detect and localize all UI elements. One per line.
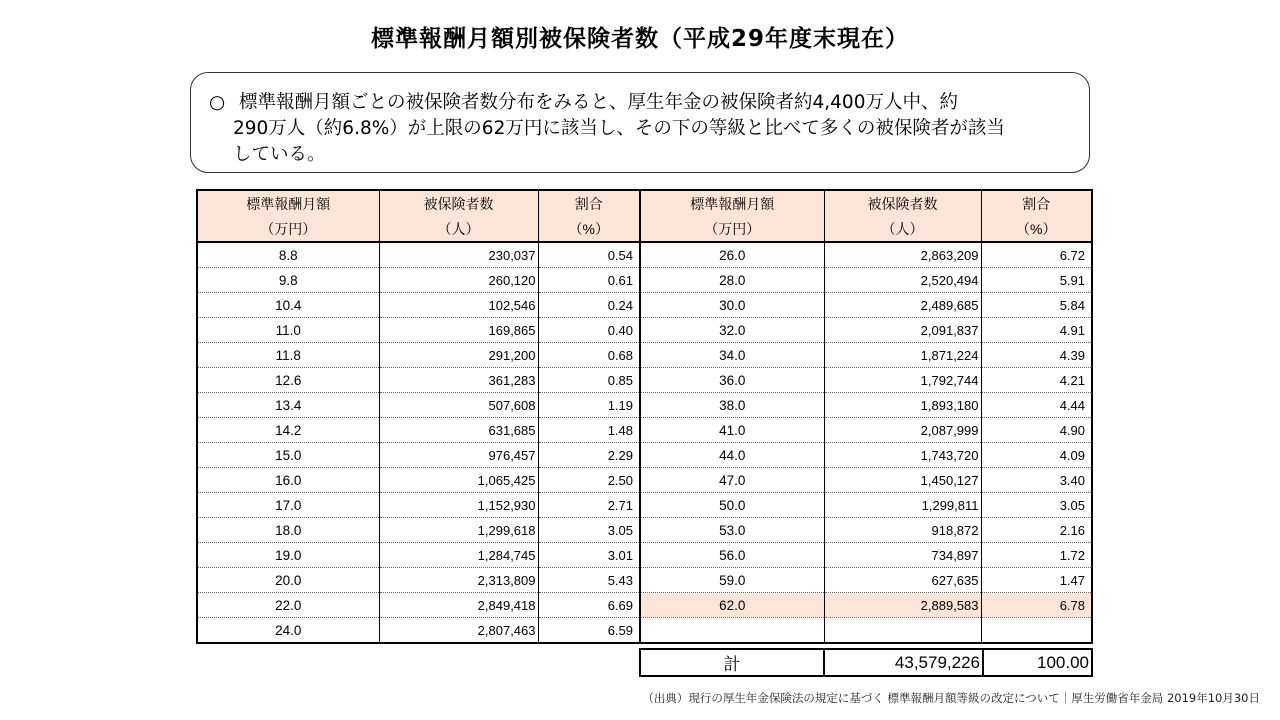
cell-amount: 15.0 <box>197 443 379 468</box>
cell-amount: 11.8 <box>197 343 379 368</box>
cell-amount: 50.0 <box>640 493 824 518</box>
cell-ratio: 1.48 <box>538 418 640 443</box>
cell-ratio: 3.40 <box>981 468 1092 493</box>
cell-amount: 19.0 <box>197 543 379 568</box>
cell-count <box>824 618 981 644</box>
cell-ratio: 1.19 <box>538 393 640 418</box>
table-row <box>197 468 640 493</box>
cell-amount: 26.0 <box>640 242 824 268</box>
cell-ratio: 6.72 <box>981 242 1092 268</box>
cell-count: 1,792,744 <box>824 368 981 393</box>
header-amount-unit: （万円） <box>197 216 379 242</box>
cell-count: 2,863,209 <box>824 242 981 268</box>
cell-ratio: 0.68 <box>538 343 640 368</box>
cell-count: 1,871,224 <box>824 343 981 368</box>
callout-line-3: している。 <box>233 144 326 165</box>
table-row <box>640 568 1092 593</box>
cell-amount: 18.0 <box>197 518 379 543</box>
table-row <box>197 568 640 593</box>
total-row-table <box>639 648 1093 677</box>
table-row <box>197 618 640 644</box>
source-citation: （出典）現行の厚生年金保険法の規定に基づく 標準報酬月額等級の改定について｜厚生労働省年金局 2019年10月30日 <box>642 691 1260 705</box>
right-table-body <box>640 242 1092 643</box>
callout-line-2: 290万人（約6.8%）が上限の62万円に該当し、その下の等級と比べて多くの被保険者が該当 <box>233 118 1005 139</box>
table-row <box>640 543 1092 568</box>
cell-ratio: 4.09 <box>981 443 1092 468</box>
bullet-circle-icon: ○ <box>209 92 226 113</box>
cell-ratio: 5.91 <box>981 268 1092 293</box>
cell-count: 631,685 <box>379 418 538 443</box>
cell-amount: 28.0 <box>640 268 824 293</box>
cell-amount: 53.0 <box>640 518 824 543</box>
cell-count: 976,457 <box>379 443 538 468</box>
table-row <box>640 593 1092 618</box>
cell-count: 2,849,418 <box>379 593 538 618</box>
cell-ratio: 2.16 <box>981 518 1092 543</box>
right-data-table <box>639 189 1093 644</box>
cell-amount: 24.0 <box>197 618 379 644</box>
table-row <box>197 593 640 618</box>
cell-amount: 14.2 <box>197 418 379 443</box>
table-row <box>640 618 1092 644</box>
cell-amount: 13.4 <box>197 393 379 418</box>
table-row <box>640 468 1092 493</box>
cell-amount: 9.8 <box>197 268 379 293</box>
cell-count: 1,450,127 <box>824 468 981 493</box>
cell-amount <box>640 618 824 644</box>
table-row <box>197 518 640 543</box>
table-row <box>197 268 640 293</box>
header-amount: 標準報酬月額 <box>640 190 824 216</box>
cell-count: 230,037 <box>379 242 538 268</box>
cell-count: 2,807,463 <box>379 618 538 644</box>
cell-amount: 44.0 <box>640 443 824 468</box>
table-row <box>197 443 640 468</box>
table-row <box>640 268 1092 293</box>
cell-count: 169,865 <box>379 318 538 343</box>
cell-count: 1,743,720 <box>824 443 981 468</box>
callout-line-1 <box>209 90 1071 116</box>
cell-count: 1,893,180 <box>824 393 981 418</box>
left-table-body <box>197 242 640 643</box>
cell-amount: 47.0 <box>640 468 824 493</box>
cell-count: 507,608 <box>379 393 538 418</box>
header-amount-unit: （万円） <box>640 216 824 242</box>
cell-ratio: 2.29 <box>538 443 640 468</box>
cell-ratio: 1.47 <box>981 568 1092 593</box>
cell-ratio: 0.40 <box>538 318 640 343</box>
table-row <box>640 443 1092 468</box>
table-row <box>197 343 640 368</box>
cell-count: 102,546 <box>379 293 538 318</box>
cell-ratio: 6.78 <box>981 593 1092 618</box>
cell-ratio: 4.39 <box>981 343 1092 368</box>
total-ratio: 100.00 <box>983 649 1092 676</box>
cell-count: 734,897 <box>824 543 981 568</box>
cell-amount: 41.0 <box>640 418 824 443</box>
cell-amount: 22.0 <box>197 593 379 618</box>
left-data-table <box>196 189 641 644</box>
cell-amount: 38.0 <box>640 393 824 418</box>
cell-count: 1,065,425 <box>379 468 538 493</box>
table-row <box>640 343 1092 368</box>
cell-ratio: 2.71 <box>538 493 640 518</box>
total-row <box>640 649 1092 676</box>
table-row <box>640 368 1092 393</box>
header-count: 被保険者数 <box>824 190 981 216</box>
cell-ratio: 0.61 <box>538 268 640 293</box>
cell-amount: 32.0 <box>640 318 824 343</box>
cell-ratio: 4.90 <box>981 418 1092 443</box>
cell-amount: 17.0 <box>197 493 379 518</box>
cell-count: 2,889,583 <box>824 593 981 618</box>
table-row <box>640 518 1092 543</box>
table-row <box>640 493 1092 518</box>
cell-count: 260,120 <box>379 268 538 293</box>
cell-amount: 11.0 <box>197 318 379 343</box>
cell-amount: 34.0 <box>640 343 824 368</box>
cell-count: 2,313,809 <box>379 568 538 593</box>
cell-amount: 36.0 <box>640 368 824 393</box>
cell-ratio: 4.91 <box>981 318 1092 343</box>
cell-count: 2,520,494 <box>824 268 981 293</box>
table-row <box>197 242 640 268</box>
cell-count: 291,200 <box>379 343 538 368</box>
cell-ratio: 3.05 <box>981 493 1092 518</box>
cell-ratio: 6.69 <box>538 593 640 618</box>
header-amount: 標準報酬月額 <box>197 190 379 216</box>
cell-amount: 16.0 <box>197 468 379 493</box>
cell-amount: 10.4 <box>197 293 379 318</box>
cell-ratio: 2.50 <box>538 468 640 493</box>
cell-amount: 62.0 <box>640 593 824 618</box>
cell-count: 1,152,930 <box>379 493 538 518</box>
table-row <box>197 393 640 418</box>
cell-count: 2,087,999 <box>824 418 981 443</box>
cell-ratio: 0.54 <box>538 242 640 268</box>
table-row <box>640 242 1092 268</box>
cell-ratio: 3.05 <box>538 518 640 543</box>
table-row <box>197 293 640 318</box>
cell-ratio: 6.59 <box>538 618 640 644</box>
table-row <box>197 318 640 343</box>
cell-count: 2,489,685 <box>824 293 981 318</box>
table-row <box>640 418 1092 443</box>
cell-count: 2,091,837 <box>824 318 981 343</box>
cell-ratio: 5.43 <box>538 568 640 593</box>
header-ratio-unit: （%） <box>538 216 640 242</box>
cell-ratio: 0.85 <box>538 368 640 393</box>
cell-ratio: 5.84 <box>981 293 1092 318</box>
cell-ratio: 3.01 <box>538 543 640 568</box>
header-count-unit: （人） <box>824 216 981 242</box>
table-row <box>197 418 640 443</box>
cell-amount: 56.0 <box>640 543 824 568</box>
summary-callout <box>190 72 1090 173</box>
header-count-unit: （人） <box>379 216 538 242</box>
cell-amount: 8.8 <box>197 242 379 268</box>
table-row <box>640 318 1092 343</box>
cell-count: 918,872 <box>824 518 981 543</box>
callout-text-1: 標準報酬月額ごとの被保険者数分布をみると、厚生年金の被保険者約4,400万人中、約 <box>239 92 958 113</box>
cell-ratio: 4.21 <box>981 368 1092 393</box>
page-title: 標準報酬月額別被保険者数（平成29年度末現在） <box>370 26 909 52</box>
cell-count: 627,635 <box>824 568 981 593</box>
table-row <box>640 393 1092 418</box>
header-ratio: 割合 <box>538 190 640 216</box>
table-row <box>197 543 640 568</box>
header-count: 被保険者数 <box>379 190 538 216</box>
cell-ratio: 0.24 <box>538 293 640 318</box>
cell-amount: 20.0 <box>197 568 379 593</box>
header-ratio-unit: （%） <box>981 216 1092 242</box>
cell-amount: 12.6 <box>197 368 379 393</box>
cell-amount: 30.0 <box>640 293 824 318</box>
table-row <box>197 493 640 518</box>
cell-ratio: 1.72 <box>981 543 1092 568</box>
cell-count: 1,299,618 <box>379 518 538 543</box>
cell-ratio <box>981 618 1092 644</box>
cell-count: 1,299,811 <box>824 493 981 518</box>
cell-amount: 59.0 <box>640 568 824 593</box>
header-ratio: 割合 <box>981 190 1092 216</box>
table-row <box>197 368 640 393</box>
table-row <box>640 293 1092 318</box>
total-count: 43,579,226 <box>824 649 983 676</box>
cell-ratio: 4.44 <box>981 393 1092 418</box>
cell-count: 1,284,745 <box>379 543 538 568</box>
cell-count: 361,283 <box>379 368 538 393</box>
total-label: 計 <box>640 649 824 676</box>
